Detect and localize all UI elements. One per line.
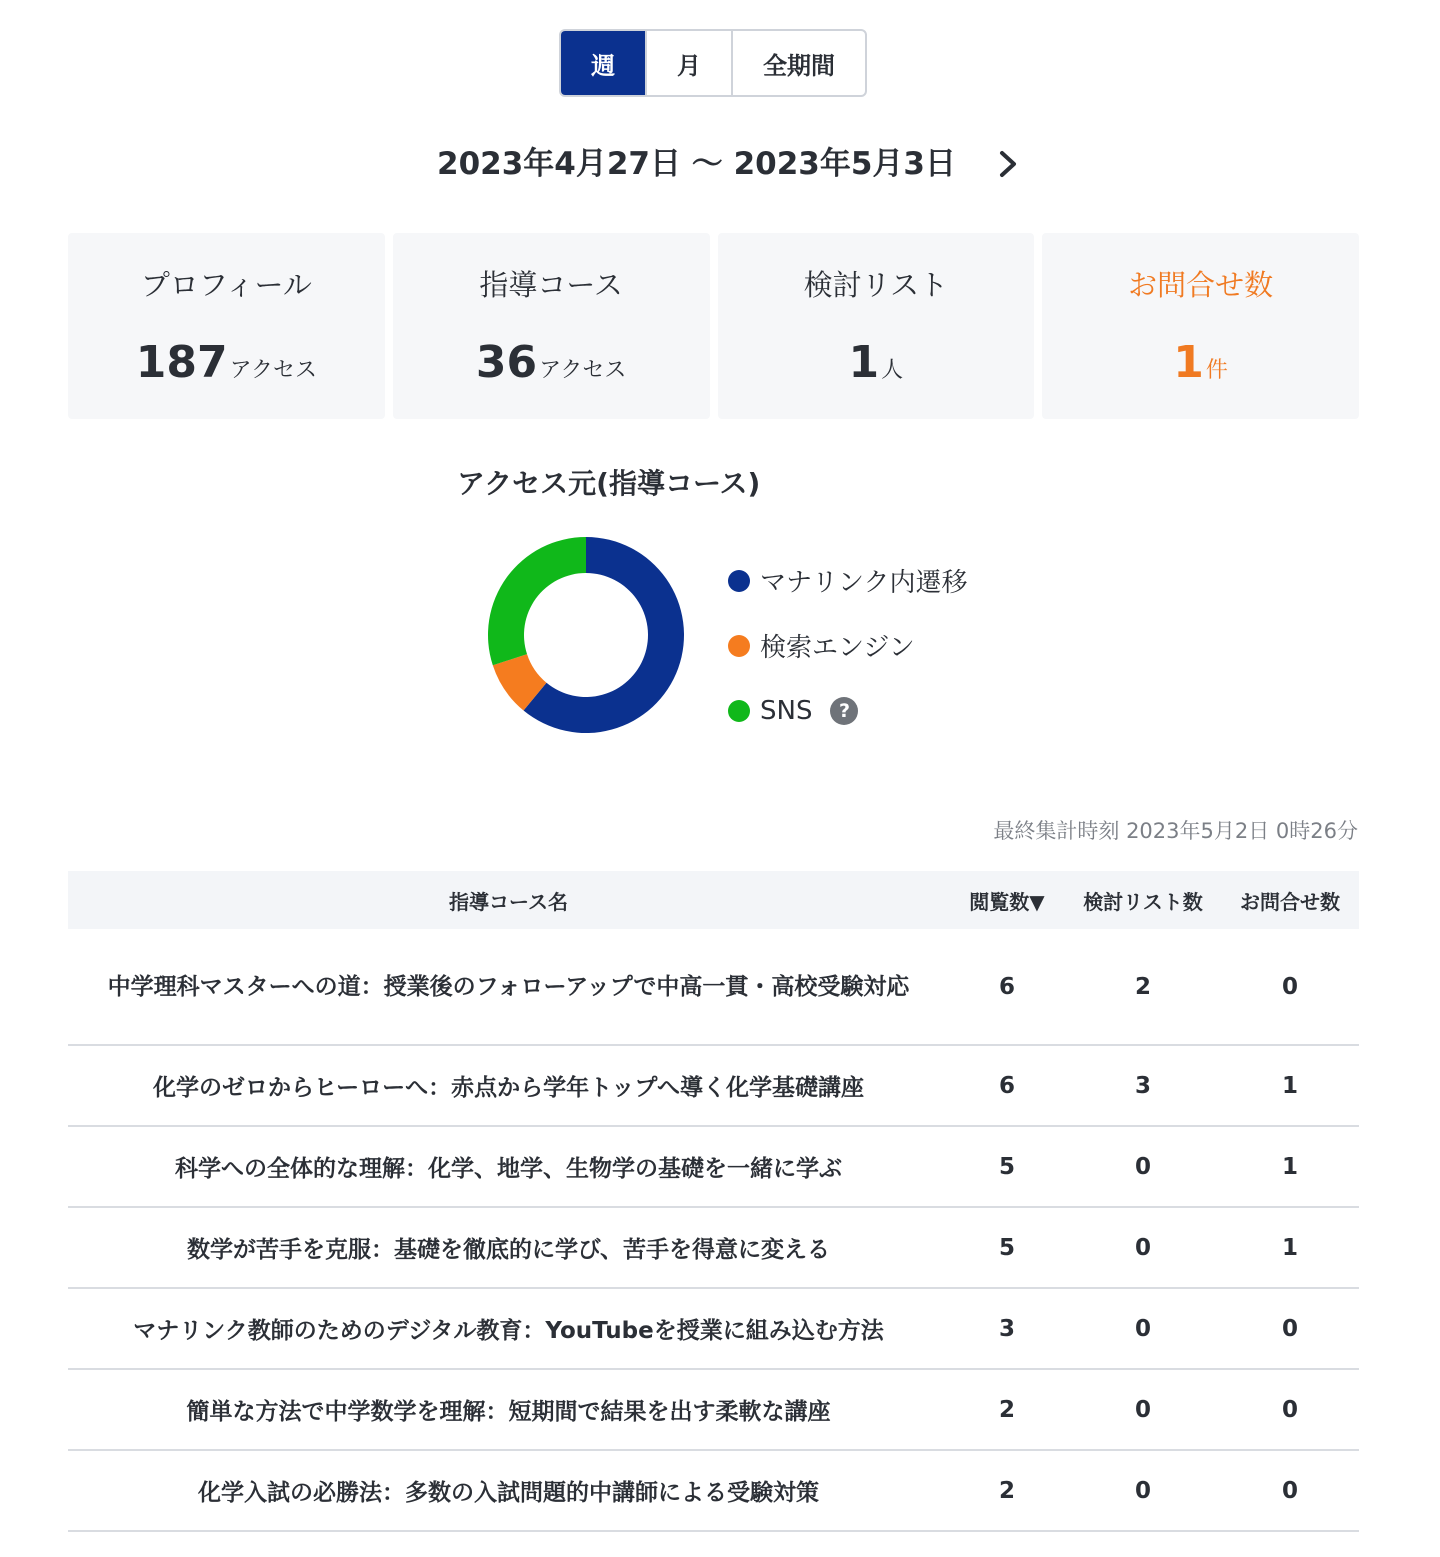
table-row [68, 1126, 1359, 1207]
inquiry-count: 0 [1221, 1450, 1359, 1531]
stat-card-inquiries [1042, 233, 1359, 419]
chart-legend [728, 548, 967, 743]
views-count: 6 [949, 1045, 1065, 1126]
views-count: 2 [949, 1450, 1065, 1531]
legend-dot [728, 700, 750, 722]
course-name[interactable]: 数学が苦手を克服：基礎を徹底的に学び、苦手を得意に変える [68, 1207, 949, 1288]
legend-label: SNS [760, 695, 813, 726]
column-header-course-name: 指導コース名 [68, 871, 949, 929]
legend-item [728, 613, 967, 678]
course-name[interactable]: 化学のゼロからヒーローへ：赤点から学年トップへ導く化学基礎講座 [68, 1045, 949, 1126]
inquiry-count: 0 [1221, 929, 1359, 1045]
last-updated: 最終集計時刻 2023年5月2日 0時26分 [993, 819, 1358, 843]
legend-item [728, 548, 967, 613]
inquiry-count: 1 [1221, 1207, 1359, 1288]
course-name[interactable]: マナリンク教師のためのデジタル教育：YouTubeを授業に組み込む方法 [68, 1288, 949, 1369]
inquiry-count: 1 [1221, 1045, 1359, 1126]
list-count: 0 [1065, 1126, 1221, 1207]
stat-card-profile [68, 233, 385, 419]
stat-value [718, 337, 1035, 388]
course-name[interactable]: 科学への全体的な理解：化学、地学、生物学の基礎を一緒に学ぶ [68, 1126, 949, 1207]
stat-value [1042, 337, 1359, 388]
table-header-row [68, 871, 1359, 929]
list-count: 2 [1065, 929, 1221, 1045]
inquiry-count: 0 [1221, 1288, 1359, 1369]
legend-item [728, 678, 967, 743]
stat-label: 検討リスト [803, 268, 949, 302]
table-row [68, 1207, 1359, 1288]
table-row [68, 1288, 1359, 1369]
stat-card-course [393, 233, 710, 419]
stat-number: 1 [1173, 337, 1204, 388]
legend-label: 検索エンジン [760, 633, 915, 663]
list-count: 0 [1065, 1369, 1221, 1450]
course-name[interactable]: 簡単な方法で中学数学を理解：短期間で結果を出す柔軟な講座 [68, 1369, 949, 1450]
stat-number: 36 [475, 337, 538, 388]
inquiry-count: 1 [1221, 1126, 1359, 1207]
stat-unit: アクセス [229, 358, 317, 383]
donut-slice-2 [488, 537, 586, 665]
table-row [68, 929, 1359, 1045]
access-source-donut-chart [484, 533, 688, 737]
table-row [68, 1450, 1359, 1531]
stat-unit: 人 [881, 358, 904, 383]
stat-number: 187 [135, 337, 228, 388]
stat-unit: 件 [1205, 358, 1228, 383]
stat-value [393, 337, 710, 388]
stat-label: お問合せ数 [1128, 268, 1274, 302]
tab-week[interactable]: 週 [561, 31, 647, 95]
list-count: 3 [1065, 1045, 1221, 1126]
stat-value [68, 337, 385, 388]
period-tabs [559, 29, 867, 97]
tab-month[interactable]: 月 [647, 31, 733, 95]
chart-title: アクセス元(指導コース) [457, 467, 761, 500]
help-icon[interactable]: ? [830, 697, 858, 725]
legend-dot [728, 570, 750, 592]
stat-number: 1 [848, 337, 880, 388]
views-count: 3 [949, 1288, 1065, 1369]
course-table [68, 871, 1359, 1532]
stat-unit: アクセス [539, 358, 627, 383]
tab-all-time[interactable]: 全期間 [763, 51, 835, 80]
chevron-right-icon[interactable] [990, 146, 1026, 182]
views-count: 2 [949, 1369, 1065, 1450]
table-row [68, 1369, 1359, 1450]
inquiry-count: 0 [1221, 1369, 1359, 1450]
stat-card-watchlist [718, 233, 1035, 419]
table-row [68, 1045, 1359, 1126]
stat-label: 指導コース [479, 268, 623, 302]
legend-label: マナリンク内遷移 [760, 568, 968, 598]
course-name[interactable]: 中学理科マスターへの道：授業後のフォローアップで中高一貫・高校受験対応 [68, 929, 949, 1045]
column-header-list: 検討リスト数 [1065, 871, 1221, 929]
list-count: 0 [1065, 1288, 1221, 1369]
stats-row [68, 233, 1359, 419]
course-name[interactable]: 化学入試の必勝法：多数の入試問題的中講師による受験対策 [68, 1450, 949, 1531]
stat-label: プロフィール [140, 268, 312, 302]
column-header-inquiries: お問合せ数 [1221, 871, 1359, 929]
list-count: 0 [1065, 1207, 1221, 1288]
date-row [0, 138, 1440, 190]
date-range: 2023年4月27日 ～ 2023年5月3日 [437, 146, 956, 182]
views-count: 5 [949, 1126, 1065, 1207]
list-count: 0 [1065, 1450, 1221, 1531]
legend-dot [728, 635, 750, 657]
views-count: 5 [949, 1207, 1065, 1288]
views-count: 6 [949, 929, 1065, 1045]
column-header-views[interactable]: 閲覧数▼ [949, 871, 1065, 929]
